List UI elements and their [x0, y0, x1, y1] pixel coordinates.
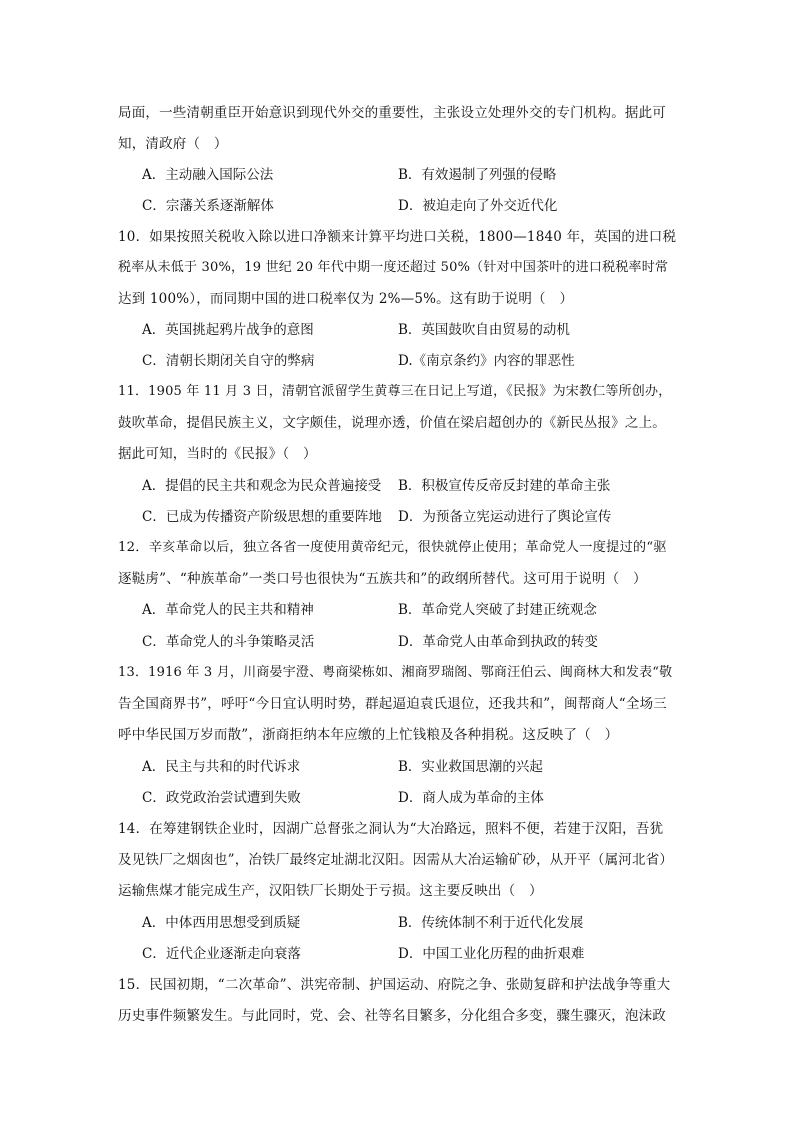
question-13-line-1: 13．1916 年 3 月，川商晏宇澄、粤商梁栋如、湘商罗瑞阁、鄂商汪伯云、闽商林大和发表“敬	[118, 665, 673, 680]
question-11-line-2: 鼓吹革命，提倡民族主义，文字颇佳，说理亦透，价值在梁启超创办的《新民丛报》之上。	[118, 415, 666, 431]
question-15-line-1: 15．民国初期，“二次革命”、洪宪帝制、护国运动、府院之争、张勋复辟和护法战争等重大	[118, 977, 671, 993]
question-13-option-d: D．商人成为革命的主体	[398, 790, 544, 806]
question-11-option-d: D．为预备立宪运动进行了舆论宣传	[398, 509, 612, 525]
question-11-option-c: C．已成为传播资产阶级思想的重要阵地	[142, 509, 382, 525]
question-13-line-3: 呼中华民国万岁而散”，浙商拒纳本年应缴的上忙钱粮及各种捐税。这反映了（ ）	[118, 727, 619, 743]
question-9-option-a: A．主动融入国际公法	[142, 167, 274, 183]
question-13-option-b: B．实业救国思潮的兴起	[398, 759, 543, 775]
question-10-line-1: 10．如果按照关税收入除以进口净额来计算平均进口关税，1800—1840 年，英国的进口税	[118, 229, 677, 245]
question-10-option-c: C．清朝长期闭关自守的弊病	[142, 353, 315, 369]
question-10-option-a: A．英国挑起鸦片战争的意图	[142, 322, 314, 338]
question-14-line-2: 及见铁厂之烟囱也”，冶铁厂最终定址湖北汉阳。因需从大冶运输矿砂，从开平（属河北省）	[118, 852, 674, 868]
question-11-line-3: 据此可知，当时的《民报》（ ）	[118, 446, 317, 462]
question-15-line-2: 历史事件频繁发生。与此同时，党、会、社等名目繁多，分化组合多变，骤生骤灭，泡沫政	[118, 1008, 666, 1024]
question-9-option-b: B．有效遏制了列强的侵略	[398, 167, 557, 183]
question-9-option-d: D．被迫走向了外交近代化	[398, 198, 558, 214]
question-12-option-c: C．革命党人的斗争策略灵活	[142, 634, 315, 650]
question-12-option-d: D．革命党人由革命到执政的转变	[398, 634, 598, 650]
question-11-line-1: 11．1905 年 11 月 3 日，清朝官派留学生黄尊三在日记上写道，《民报》为宋教仁等所创办，	[118, 384, 672, 399]
question-9-line-2: 知，清政府（ ）	[118, 136, 228, 152]
question-14-option-d: D．中国工业化历程的曲折艰难	[398, 946, 585, 962]
question-14-option-c: C．近代企业逐渐走向衰落	[142, 946, 301, 962]
question-13-option-c: C．政党政治尝试遭到失败	[142, 790, 301, 806]
question-12-line-2: 逐鞑虏”、“种族革命”一类口号也很快为“五族共和”的政纲所替代。这可用于说明（ ）	[118, 571, 647, 587]
question-11-option-b: B．积极宣传反帝反封建的革命主张	[398, 478, 611, 494]
question-14-option-a: A．中体西用思想受到质疑	[142, 915, 301, 931]
question-13-option-a: A．民主与共和的时代诉求	[142, 759, 301, 775]
question-10-option-b: B．英国鼓吹自由贸易的动机	[398, 322, 570, 338]
question-13-line-2: 告全国商界书”，呼吁“今日宜认明时势，群起逼迫袁氏退位，还我共和”，闽帮商人“全场三	[118, 696, 668, 712]
question-9-option-c: C．宗藩关系逐渐解体	[142, 198, 274, 214]
question-12-line-1: 12．辛亥革命以后，独立各省一度使用黄帝纪元，很快就停止使用；革命党人一度提过的“驱	[118, 540, 667, 555]
question-10-line-2: 税率从未低于 30%，19 世纪 20 年代中期一度还超过 50%（针对中国茶叶的进口税税率时常	[118, 260, 669, 275]
question-9-line-1: 局面，一些清朝重臣开始意识到现代外交的重要性，主张设立处理外交的专门机构。据此可	[118, 105, 666, 121]
question-12-option-a: A．革命党人的民主共和精神	[142, 602, 314, 618]
question-14-line-1: 14．在筹建钢铁企业时，因湖广总督张之洞认为“大冶路远，照料不便，若建于汉阳，吾犹	[118, 821, 664, 837]
question-11-option-a: A．提倡的民主共和观念为民众普遍接受	[142, 478, 382, 494]
question-14-line-3: 运输焦煤才能完成生产，汉阳铁厂长期处于亏损。这主要反映出（ ）	[118, 883, 543, 899]
question-12-option-b: B．革命党人突破了封建正统观念	[398, 602, 597, 618]
question-10-line-3: 达到 100%），而同期中国的进口税率仅为 2%—5%。这有助于说明（ ）	[118, 291, 574, 307]
question-14-option-b: B．传统体制不利于近代化发展	[398, 915, 584, 931]
question-10-option-d: D.《南京条约》内容的罪恶性	[398, 353, 575, 369]
